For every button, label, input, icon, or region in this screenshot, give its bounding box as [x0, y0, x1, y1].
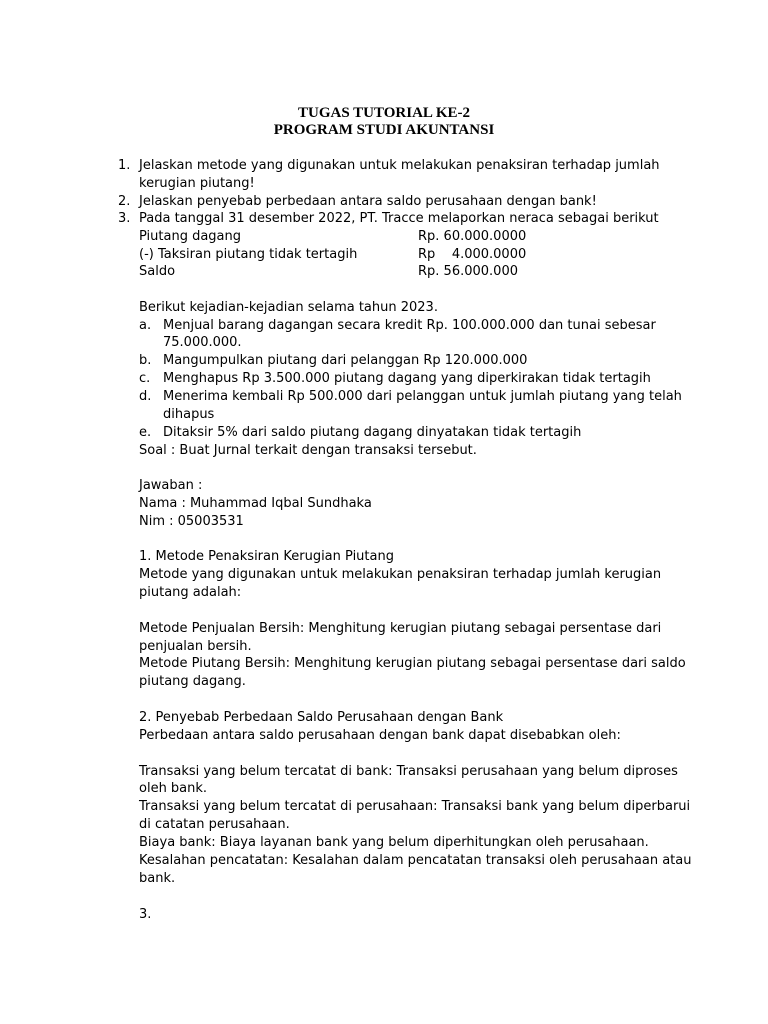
student-name: Nama : Muhammad Iqbal Sundhaka [139, 496, 372, 511]
question-1-text: Jelaskan metode yang digunakan untuk melakukan penaksiran terhadap jumlah [139, 158, 660, 173]
cause-bank-unrecorded-cont: oleh bank. [139, 781, 208, 796]
balance-value-saldo: Rp. 56.000.000 [418, 264, 518, 279]
question-1-number: 1. [118, 158, 131, 173]
jawaban-label: Jawaban : [139, 478, 203, 493]
balance-value-piutang: Rp. 60.000.0000 [418, 229, 527, 244]
section-3-heading: 3. [139, 907, 152, 922]
section-1-heading: 1. Metode Penaksiran Kerugian Piutang [139, 549, 394, 564]
method-penjualan-bersih: Metode Penjualan Bersih: Menghitung kerugian piutang sebagai persentase dari [139, 621, 662, 636]
question-3-number: 3. [118, 211, 131, 226]
student-nim: Nim : 05003531 [139, 514, 244, 529]
cause-recording-error-cont: bank. [139, 871, 176, 886]
event-b-letter: b. [139, 353, 152, 368]
question-1-text-cont: kerugian piutang! [139, 176, 255, 191]
question-2-number: 2. [118, 194, 131, 209]
events-intro: Berikut kejadian-kejadian selama tahun 2023. [139, 300, 438, 315]
title-line-1: TUGAS TUTORIAL KE-2 [298, 105, 470, 121]
method-piutang-bersih-cont: piutang dagang. [139, 674, 246, 689]
event-a-text-cont: 75.000.000. [163, 335, 242, 350]
event-d-text: Menerima kembali Rp 500.000 dari pelanggan untuk jumlah piutang yang telah [163, 389, 682, 404]
event-a-letter: a. [139, 318, 152, 333]
cause-company-unrecorded-cont: di catatan perusahaan. [139, 817, 290, 832]
event-e-letter: e. [139, 425, 152, 440]
event-a-text: Menjual barang dagangan secara kredit Rp. 100.000.000 dan tunai sebesar [163, 318, 656, 333]
event-d-letter: d. [139, 389, 152, 404]
cause-company-unrecorded: Transaksi yang belum tercatat di perusahaan: Transaksi bank yang belum diperbarui [139, 799, 691, 814]
event-e-text: Ditaksir 5% dari saldo piutang dagang dinyatakan tidak tertagih [163, 425, 582, 440]
event-d-text-cont: dihapus [163, 407, 215, 422]
cause-bank-unrecorded: Transaksi yang belum tercatat di bank: Transaksi perusahaan yang belum diproses [139, 764, 678, 779]
soal-instruction: Soal : Buat Jurnal terkait dengan transaksi tersebut. [139, 443, 477, 458]
cause-recording-error: Kesalahan pencatatan: Kesalahan dalam pencatatan transaksi oleh perusahaan atau [139, 853, 692, 868]
event-b-text: Mangumpulkan piutang dari pelanggan Rp 120.000.000 [163, 353, 528, 368]
section-1-paragraph: Metode yang digunakan untuk melakukan penaksiran terhadap jumlah kerugian [139, 567, 662, 582]
question-3-text: Pada tanggal 31 desember 2022, PT. Tracce melaporkan neraca sebagai berikut [139, 211, 659, 226]
question-2-text: Jelaskan penyebab perbedaan antara saldo perusahaan dengan bank! [139, 194, 597, 209]
balance-label-piutang: Piutang dagang [139, 229, 242, 244]
title-line-2: PROGRAM STUDI AKUNTANSI [273, 122, 495, 138]
balance-label-taksiran: (-) Taksiran piutang tidak tertagih [139, 247, 358, 262]
section-2-heading: 2. Penyebab Perbedaan Saldo Perusahaan dengan Bank [139, 710, 504, 725]
event-c-letter: c. [139, 371, 151, 386]
cause-bank-fees: Biaya bank: Biaya layanan bank yang belum diperhitungkan oleh perusahaan. [139, 835, 649, 850]
method-piutang-bersih: Metode Piutang Bersih: Menghitung kerugian piutang sebagai persentase dari saldo [139, 656, 686, 671]
event-c-text: Menghapus Rp 3.500.000 piutang dagang yang diperkirakan tidak tertagih [163, 371, 651, 386]
balance-value-taksiran: Rp 4.000.0000 [418, 247, 527, 262]
method-penjualan-bersih-cont: penjualan bersih. [139, 639, 252, 654]
balance-label-saldo: Saldo [139, 264, 176, 279]
section-2-intro: Perbedaan antara saldo perusahaan dengan bank dapat disebabkan oleh: [139, 728, 621, 743]
section-1-paragraph-cont: piutang adalah: [139, 585, 242, 600]
